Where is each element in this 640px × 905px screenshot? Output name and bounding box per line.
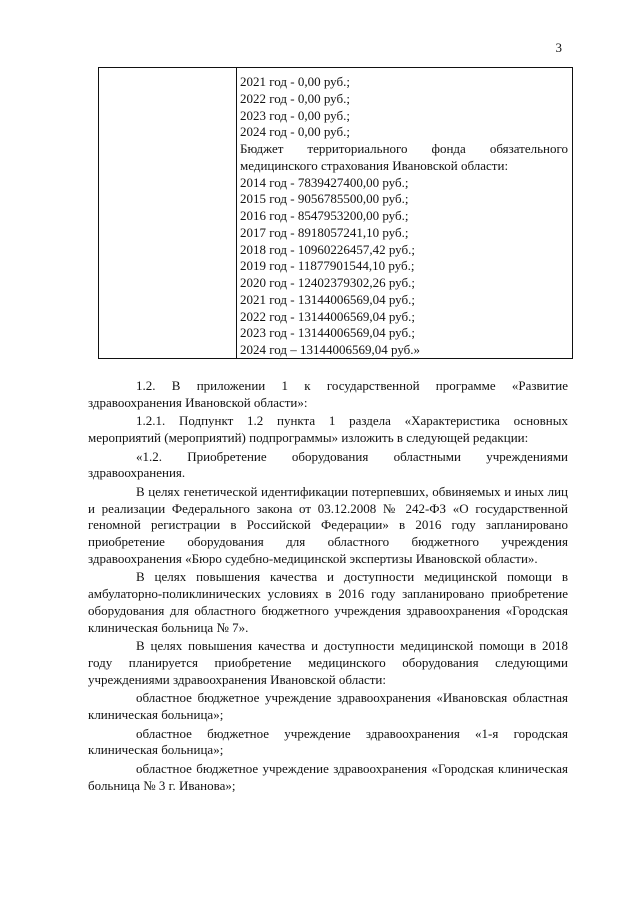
document-body — [88, 378, 568, 796]
paragraph-2016-outpatient: В целях повышения качества и доступности медицинской помощи в амбулаторно-поликлинических условиях в 2016 году запланировано приобретение оборудования для областного бюджетного учреждения здравоохранения «Городская клиническая больница № 7». — [88, 569, 568, 635]
institution-item: областное бюджетное учреждение здравоохранения «1-я городская клиническая больница»; — [88, 725, 568, 758]
budget-line: 2015 год - 9056785500,00 руб.; — [240, 191, 409, 207]
paragraph-quoted-heading: «1.2. Приобретение оборудования областными учреждениями здравоохранения. — [88, 448, 568, 481]
budget-source-heading: Бюджет территориального фонда обязательного — [240, 141, 568, 156]
paragraph-1-2: 1.2. В приложении 1 к государственной программе «Развитие здравоохранения Ивановской области»: — [88, 378, 568, 410]
budget-line: 2023 год - 0,00 руб.; — [240, 107, 350, 123]
budget-line: 2022 год - 13144006569,04 руб.; — [240, 308, 415, 324]
budget-line: 2016 год - 8547953200,00 руб.; — [240, 208, 409, 223]
budget-line: 2021 год - 13144006569,04 руб.; — [240, 291, 415, 307]
institution-item: областное бюджетное учреждение здравоохранения «Ивановская областная клиническая больница»; — [88, 690, 568, 723]
budget-line: 2023 год - 13144006569,04 руб.; — [240, 325, 415, 341]
budget-source-heading-continued: медицинского страхования Ивановской области: — [240, 157, 509, 173]
budget-line: 2018 год - 10960226457,42 руб.; — [240, 241, 415, 257]
paragraph-2018-equipment: В целях повышения качества и доступности медицинской помощи в 2018 году планируется приобретение медицинского оборудования следующими учреждениями здравоохранения Ивановской области: — [88, 638, 568, 687]
page-number: 3 — [555, 40, 562, 55]
budget-line: 2024 год – 13144006569,04 руб.» — [240, 342, 421, 357]
table-left-cell — [99, 68, 237, 358]
table-right-cell — [237, 68, 572, 358]
budget-line: 2019 год - 11877901544,10 руб.; — [240, 258, 415, 274]
budget-line: 2014 год - 7839427400,00 руб.; — [240, 174, 409, 190]
institution-item: областное бюджетное учреждение здравоохранения «Городская клиническая больница № 3 г. Иванова»; — [88, 760, 568, 793]
paragraph-1-2-1: 1.2.1. Подпункт 1.2 пункта 1 раздела «Характеристика основных мероприятий (мероприятий) подпрограммы» изложить в следующей редакции: — [88, 413, 568, 446]
budget-line: 2022 год - 0,00 руб.; — [240, 90, 350, 106]
paragraph-genetic-identification: В целях генетической идентификации потерпевших, обвиняемых и иных лиц и реализации Федерального закона от 03.12.2008 № 242-ФЗ «О государственной геномной регистрации в Российской Федерации» в 2016 году запланировано приобретение оборудования для областного бюджетного учреждения здравоохранения «Бюро судебно-медицинской экспертизы Ивановской области». — [88, 483, 568, 566]
budget-line: 2020 год - 12402379302,26 руб.; — [240, 275, 415, 290]
budget-line: 2024 год - 0,00 руб.; — [240, 124, 350, 140]
budget-line: 2017 год - 8918057241,10 руб.; — [240, 224, 409, 240]
budget-line: 2021 год - 0,00 руб.; — [240, 74, 350, 89]
budget-table — [98, 67, 573, 359]
